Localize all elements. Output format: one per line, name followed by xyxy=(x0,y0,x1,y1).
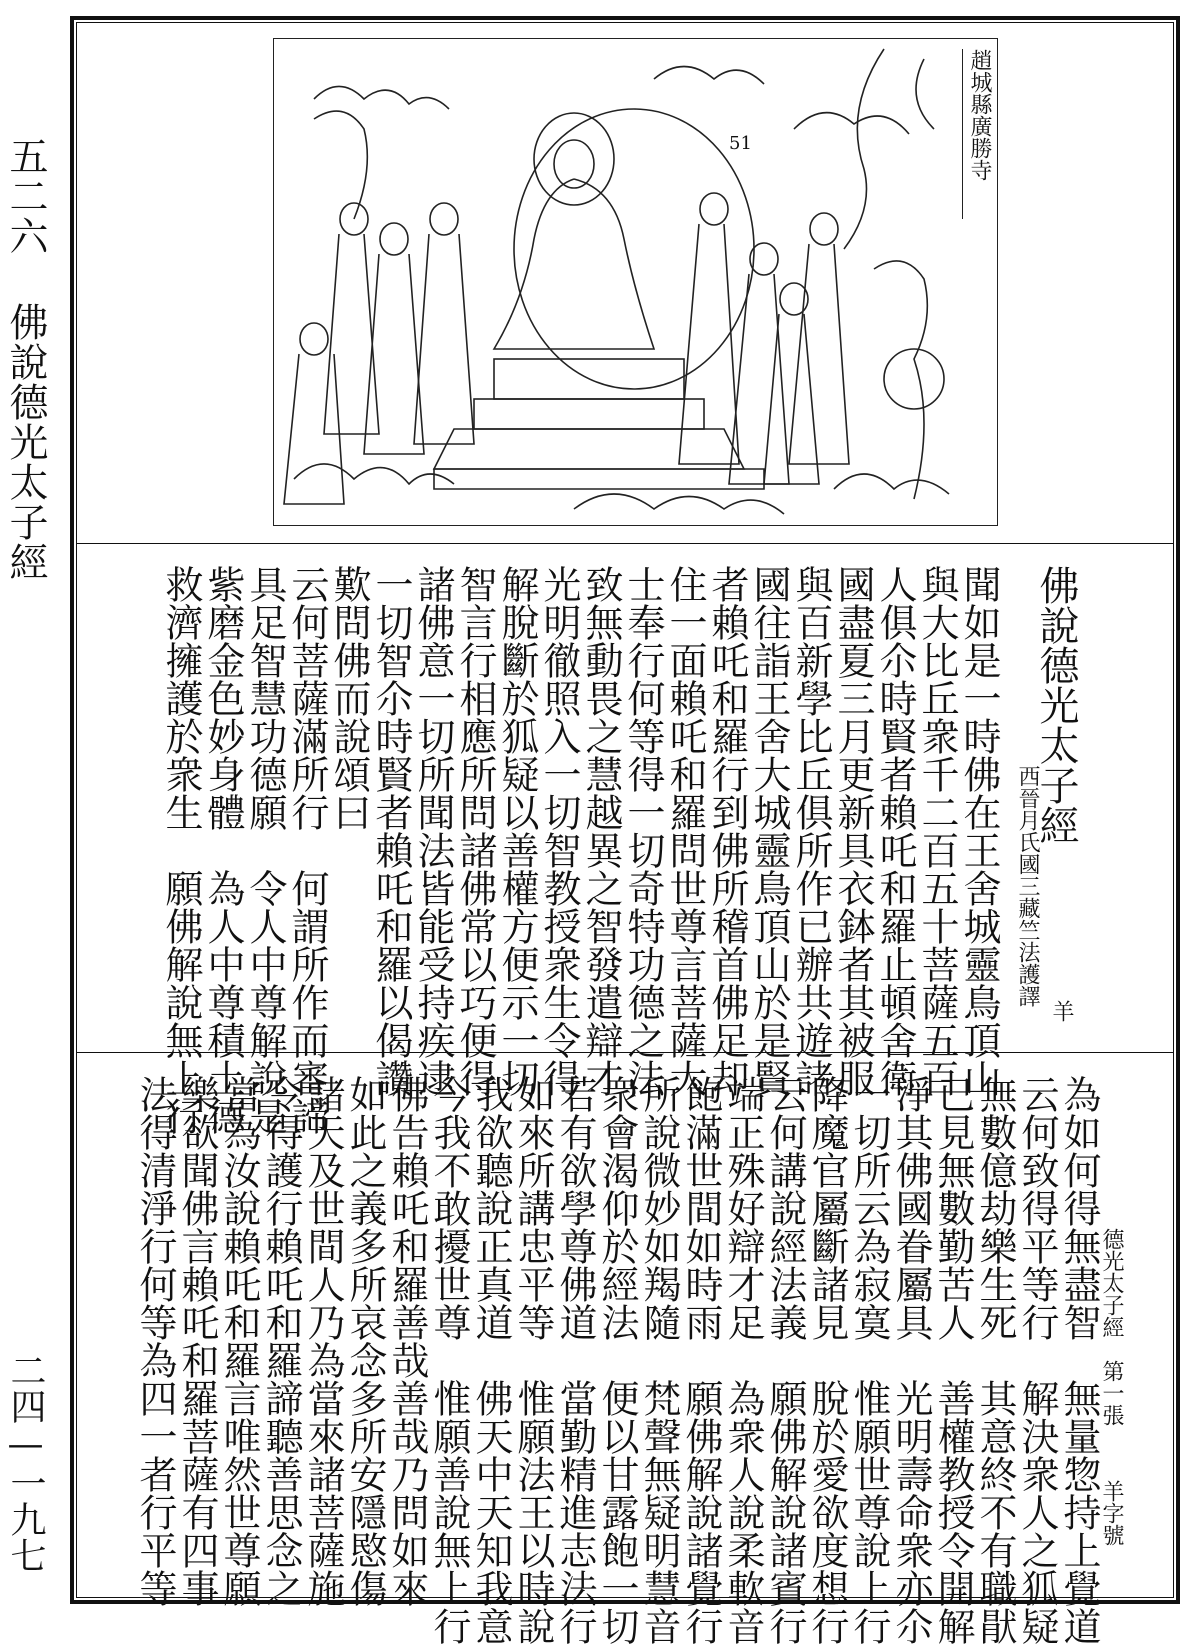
text-column: 佛告賴吒和羅善哉善哉乃問如來 xyxy=(385,1075,429,1607)
seal-mark: 51 xyxy=(729,133,752,154)
verse-column: 云何致得平等行 解決衆人之狐疑 xyxy=(1015,1075,1059,1645)
temple-label: 趙城縣廣勝寺 xyxy=(962,49,991,219)
verse-column: 衆會渴仰於經法 便以甘露飽一切 xyxy=(595,1075,639,1645)
text-column: 國往詣王舍大城靈鳥頂山於是賢 xyxy=(747,565,791,1097)
verse-column: 紫磨金色妙身體 為人中尊積土德 xyxy=(201,565,245,1135)
verse-column: 云何講說經法義 願佛解說諸賓行 xyxy=(763,1075,807,1645)
buddha-assembly-drawing xyxy=(274,39,998,526)
verse-column: 若有欲學尊佛道 當勤精進志法行 xyxy=(553,1075,597,1645)
text-column: 歎問佛而說頌曰 xyxy=(327,565,371,831)
verse-column: 云何菩薩滿所行 何謂所作而審諦 xyxy=(285,565,329,1135)
text-column: 致無動畏之慧越異之智發遣辯才 xyxy=(579,565,623,1097)
text-column: 者賴吒和羅行到佛所稽首佛足却 xyxy=(705,565,749,1097)
frontispiece-illustration xyxy=(273,38,998,526)
verse-column: 如來所講忠平等 惟願法王以時說 xyxy=(511,1075,555,1645)
text-column: 當為汝說賴吒和羅言唯然世尊願 xyxy=(217,1075,261,1607)
character-mark: 羊 xyxy=(1049,1000,1074,1022)
verse-column: 端正殊好辯才足 為衆人說柔軟音 xyxy=(721,1075,765,1645)
translator-credit: 西晉月氏國三藏竺法護譯 xyxy=(1015,765,1040,1007)
text-column: 聞如是一時佛在王舍城靈鳥頂山 xyxy=(957,565,1001,1097)
text-column: 智言行相應所問諸佛常以巧便得 xyxy=(453,565,497,1097)
sutra-title: 佛說德光太子經 xyxy=(1033,565,1079,845)
sheet-header-title: 德光太子經 xyxy=(1099,1228,1124,1338)
verse-column: 一切所云為寂寞 惟願世尊說上行 xyxy=(847,1075,891,1645)
verse-column: 為如何得無盡智 無量惣持上覺道 xyxy=(1057,1075,1101,1645)
text-column: 與大比丘衆千二百五十菩薩五百 xyxy=(915,565,959,1097)
verse-column: 飽滿世間如時雨 願佛解說諸覺行 xyxy=(679,1075,723,1645)
verse-column: 我欲聽說正真道 佛天中天知我意 xyxy=(469,1075,513,1645)
text-column: 國盡夏三月更新具衣鉢者其被服 xyxy=(831,565,875,1097)
verse-column: 具足智慧功德願 令人中尊解說是 xyxy=(243,565,287,1135)
text-column: 人俱尒時賢者賴吒和羅止頓舍衛 xyxy=(873,565,917,1097)
verse-column: 所說微妙如羯隨 梵聲無疑明慧音 xyxy=(637,1075,681,1645)
text-column: 令得護行賴吒和羅諦聽善思念之 xyxy=(259,1075,303,1607)
verse-column: 降魔官屬斷諸見 脫於愛欲度想行 xyxy=(805,1075,849,1645)
verse-column: 淨其佛國眷屬具 光明壽命衆亦尒 xyxy=(889,1075,933,1645)
text-column: 士奉行何等得一切奇特功德之法 xyxy=(621,565,665,1097)
text-column: 樂欲聞佛言賴吒和羅菩薩有四事 xyxy=(175,1075,219,1607)
text-column: 光明徹照入一切智教授衆生令得 xyxy=(537,565,581,1097)
margin-page-number: 二四—一九七 xyxy=(5,1352,46,1573)
sheet-header-number: 第一張 xyxy=(1099,1360,1124,1426)
text-column: 如此之義多所哀念多所安隱愍傷 xyxy=(343,1075,387,1607)
verse-column: 今我不敢擾世尊 惟願善說無上行 xyxy=(427,1075,471,1645)
verse-column: 無數億劫樂生死 其意終不有職猒 xyxy=(973,1075,1017,1645)
text-column: 法得清淨行何等為四一者行平等 xyxy=(133,1075,177,1607)
text-column: 與百新學比丘俱所作已辦共遊諸 xyxy=(789,565,833,1097)
margin-title: 五二六 佛說德光太子經 xyxy=(3,136,48,582)
sheet-header-mark: 羊字號 xyxy=(1099,1480,1124,1546)
text-column: 一切智尒時賢者賴吒和羅以偈讚 xyxy=(369,565,413,1097)
verse-column: 救濟擁護於衆生 願佛解說無上行 xyxy=(159,565,203,1135)
text-column: 住一面賴吒和羅問世尊言菩薩大 xyxy=(663,565,707,1097)
panel-divider-top xyxy=(76,543,1174,544)
text-column: 解脫斷於狐疑以善權方便示一切 xyxy=(495,565,539,1097)
text-column: 諸佛意一切所聞法皆能受持疾逮 xyxy=(411,565,455,1097)
text-column: 諸天及世間人乃為當來諸菩薩施 xyxy=(301,1075,345,1607)
verse-column: 已見無數勤苦人 善權教授令開解 xyxy=(931,1075,975,1645)
